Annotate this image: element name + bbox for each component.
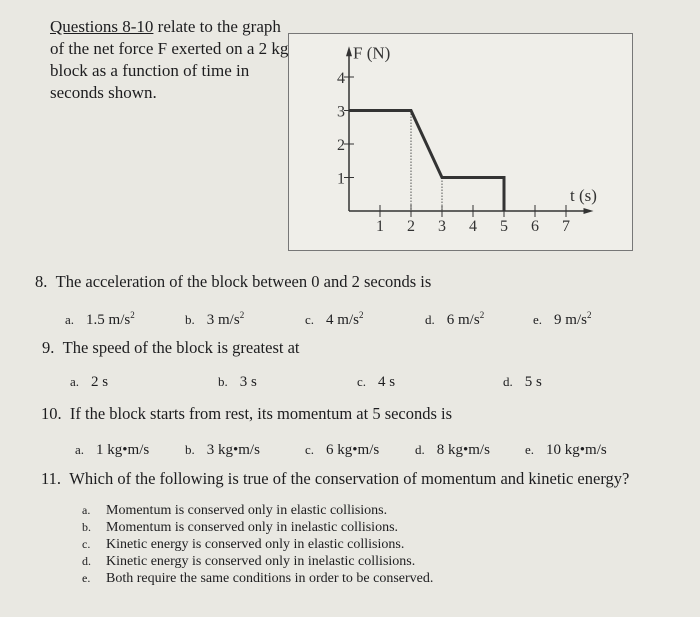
option — [82, 519, 433, 536]
option-letter: b. — [218, 374, 228, 389]
option-text: 3 kg•m/s — [206, 442, 260, 458]
x-axis-arrow-icon — [584, 208, 594, 214]
option — [525, 442, 607, 459]
intro-text — [50, 16, 290, 104]
option-letter: a. — [65, 312, 75, 327]
y-tick-label: 1 — [337, 170, 345, 188]
option-text: 4 m/s — [326, 312, 359, 328]
option — [82, 553, 433, 570]
option — [305, 442, 379, 459]
q-text: The speed of the block is greatest at — [62, 338, 300, 357]
option-text: Kinetic energy is conserved only in inelastic collisions. — [106, 554, 416, 569]
option — [82, 502, 433, 519]
option — [65, 310, 135, 329]
option-text: Kinetic energy is conserved only in elastic collisions. — [106, 537, 405, 552]
option — [185, 442, 260, 459]
option-text: 10 kg•m/s — [546, 442, 607, 458]
option-letter: c. — [305, 312, 315, 327]
option-text: 6 m/s — [446, 312, 480, 328]
y-axis-arrow-icon — [346, 46, 352, 56]
x-tick-label: 7 — [562, 218, 570, 235]
option-letter: c. — [82, 537, 91, 551]
option-letter: d. — [425, 312, 435, 327]
option-text: 3 s — [239, 374, 257, 390]
option — [75, 442, 149, 459]
option-text: 1 kg•m/s — [96, 442, 150, 458]
option — [415, 442, 490, 459]
option — [70, 374, 108, 391]
y-tick-label: 3 — [337, 103, 345, 121]
option — [82, 570, 433, 587]
option-text: 6 kg•m/s — [326, 442, 380, 458]
option-letter: b. — [185, 442, 195, 457]
option-text: 5 s — [524, 374, 542, 390]
option-exponent: 2 — [586, 310, 592, 320]
intro-rest: relate to the graph of the net force F exerted on a 2 kg block as a function of time in seconds shown. — [50, 17, 289, 102]
option-text: 9 m/s — [554, 312, 587, 328]
y-tick-label: 4 — [337, 70, 345, 87]
option — [503, 374, 542, 391]
q-number: 8. — [35, 272, 48, 291]
x-tick-label: 6 — [531, 218, 539, 235]
option-letter: b. — [185, 312, 195, 327]
option-exponent: 2 — [239, 310, 245, 320]
x-axis-label: t (s) — [570, 186, 597, 205]
option-letter: c. — [357, 374, 367, 389]
option-letter: b. — [82, 520, 91, 534]
q-number: 10. — [41, 404, 62, 423]
option-letter: c. — [305, 442, 315, 457]
option-exponent: 2 — [358, 310, 364, 320]
option — [305, 310, 363, 329]
option-text: 8 kg•m/s — [436, 442, 490, 458]
option-exponent: 2 — [479, 310, 485, 320]
option — [533, 310, 591, 329]
x-tick-label: 2 — [407, 218, 415, 235]
option-letter: e. — [82, 571, 91, 585]
y-axis-label: F (N) — [353, 43, 391, 63]
option-text: 4 s — [378, 374, 396, 390]
option-letter: d. — [503, 374, 513, 389]
option-text: 1.5 m/s — [86, 312, 131, 328]
question-11 — [41, 469, 629, 489]
force-graph — [288, 33, 633, 251]
q-text: Which of the following is true of the conservation of momentum and kinetic energy? — [69, 469, 630, 488]
option-text: 2 s — [91, 374, 109, 390]
q-text: If the block starts from rest, its momentum at 5 seconds is — [69, 404, 453, 423]
force-line — [349, 111, 504, 212]
option-letter: d. — [82, 554, 91, 568]
option — [357, 374, 395, 391]
force-graph-svg — [289, 34, 632, 250]
option-letter: a. — [70, 374, 80, 389]
q-text: The acceleration of the block between 0 and 2 seconds is — [55, 272, 432, 291]
option — [218, 374, 257, 391]
x-tick-label: 5 — [500, 218, 508, 235]
option-letter: e. — [533, 312, 543, 327]
option — [185, 310, 244, 329]
intro-underlined: Questions 8-10 — [50, 17, 154, 36]
option-letter: a. — [75, 442, 85, 457]
option-letter: a. — [82, 503, 91, 517]
question-8 — [35, 272, 431, 292]
option-text: Momentum is conserved only in elastic collisions. — [106, 503, 388, 518]
question-10 — [41, 404, 452, 424]
option-text: 3 m/s — [206, 312, 240, 328]
option — [425, 310, 484, 329]
question-9 — [42, 338, 300, 358]
q-number: 9. — [42, 338, 55, 357]
option-letter: e. — [525, 442, 535, 457]
q-number: 11. — [41, 469, 62, 488]
option-text: Both require the same conditions in order to be conserved. — [106, 571, 434, 586]
option-exponent: 2 — [130, 310, 135, 320]
y-tick-label: 2 — [337, 137, 345, 154]
x-tick-label: 3 — [438, 218, 446, 235]
option-text: Momentum is conserved only in inelastic collisions. — [106, 520, 399, 535]
x-tick-label: 4 — [469, 218, 477, 235]
q11-options — [82, 502, 433, 587]
option-letter: d. — [415, 442, 425, 457]
option — [82, 536, 433, 553]
x-tick-label: 1 — [376, 218, 384, 235]
